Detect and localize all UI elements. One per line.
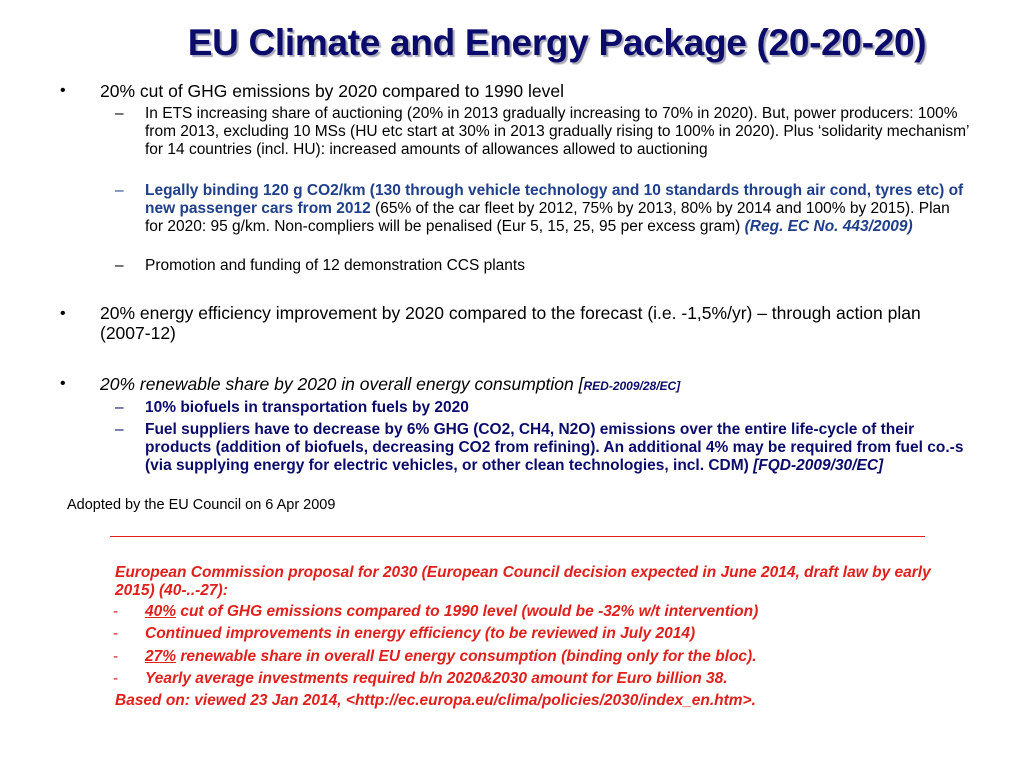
renew-text: 20% renewable share by 2020 in overall energy consumption [	[100, 374, 584, 394]
fuel-ref: [FQD-2009/30/EC]	[753, 457, 884, 474]
adopted-note: Adopted by the EU Council on 6 Apr 2009	[67, 497, 336, 513]
bullet: •	[60, 375, 66, 392]
proposal-ghg	[145, 603, 975, 621]
dash: –	[115, 421, 124, 438]
proposal-efficiency: Continued improvements in energy efficiency (to be reviewed in July 2014)	[145, 625, 696, 642]
item-ccs: Promotion and funding of 12 demonstration CCS plants	[145, 257, 525, 274]
bullet: •	[60, 305, 66, 322]
item-ghg: 20% cut of GHG emissions by 2020 compared to 1990 level	[100, 81, 564, 101]
dash: -	[113, 625, 119, 642]
divider	[110, 536, 925, 537]
cars-text: (65% of the car fleet by 2012, 75% by 2013, 80% by 2014 and 100% by 2015). Plan for 2020: 95 g/km. Non-compliers will be penalised (Eur 5, 15, 25, 95 per excess gram)	[145, 200, 950, 235]
dash: -	[113, 603, 119, 620]
proposal-renew	[145, 648, 975, 666]
item-renew	[100, 374, 970, 396]
cars-ref: (Reg. EC No. 443/2009)	[744, 218, 913, 235]
proposal-ghg-text: cut of GHG emissions compared to 1990 level (would be -32% w/t intervention)	[176, 603, 759, 620]
bullet: •	[60, 82, 66, 99]
item-cars	[145, 182, 970, 236]
slide-title: EU Climate and Energy Package (20-20-20)	[187, 22, 927, 63]
renew-ref: RED-2009/28/EC]	[583, 379, 681, 393]
proposal-renew-text: renewable share in overall EU energy consumption (binding only for the bloc).	[176, 648, 757, 665]
dash: –	[115, 105, 124, 122]
item-ets: In ETS increasing share of auctioning (20% in 2013 gradually increasing to 70% in 2020). But, power producers: 100% from 2013, excluding 10 MSs (HU etc start at 30% in 2013 gradually rising to 100% in 2020). Plus ‘solidarity mechanism’ for 14 countries (incl. HU): increased amounts of allowances allowed to auctioning	[145, 105, 969, 158]
dash: –	[115, 182, 124, 199]
dash: –	[115, 399, 124, 416]
item-biofuels: 10% biofuels in transportation fuels by 2020	[145, 399, 469, 416]
fuel-text: Fuel suppliers have to decrease by 6% GHG (CO2, CH4, N2O) emissions over the entire life-cycle of their products (addition of biofuels, decreasing CO2 from refining). An additional 4% may be required from fuel co.-s (via supplying energy for electric vehicles, or other clean technologies, incl. CDM)	[145, 421, 964, 474]
item-efficiency: 20% energy efficiency improvement by 2020 compared to the forecast (i.e. -1,5%/yr) – through action plan (2007-12)	[100, 303, 921, 343]
dash: –	[115, 257, 124, 274]
proposal-intro: European Commission proposal for 2030 (European Council decision expected in June 2014, draft law by early 2015) (40-..-27):	[115, 564, 931, 599]
source-note: Based on: viewed 23 Jan 2014, <http://ec.europa.eu/clima/policies/2030/index_en.htm>.	[115, 692, 756, 709]
proposal-ghg-value: 40%	[145, 603, 177, 620]
item-fuel	[145, 421, 970, 475]
proposal-investments: Yearly average investments required b/n 2020&2030 amount for Euro billion 38.	[145, 670, 728, 687]
proposal-renew-value: 27%	[145, 648, 177, 665]
dash: -	[113, 648, 119, 665]
dash: -	[113, 670, 119, 687]
cars-bold-text: Legally binding 120 g CO2/km (130 through vehicle technology and 10 standards through air cond, tyres etc) of new passenger cars from 2012	[145, 182, 964, 217]
